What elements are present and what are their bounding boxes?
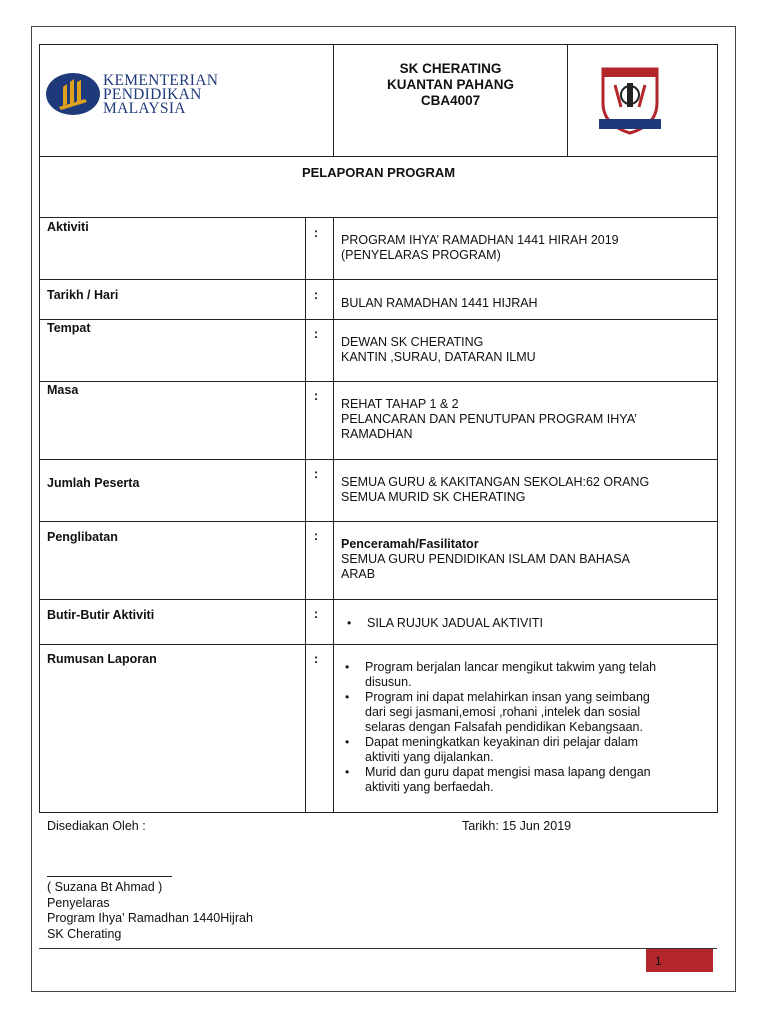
value-line: BULAN RAMADHAN 1441 HIJRAH bbox=[341, 296, 538, 310]
label-butir-aktiviti: Butir-Butir Aktiviti bbox=[40, 600, 306, 645]
colon: : bbox=[306, 600, 334, 645]
ministry-line-1: KEMENTERIAN bbox=[103, 72, 219, 89]
value-butir-aktiviti bbox=[334, 600, 718, 645]
row-rumusan-laporan bbox=[40, 645, 718, 813]
value-tarikh bbox=[334, 280, 718, 320]
header-row bbox=[40, 45, 718, 157]
signatory-program: Program Ihya’ Ramadhan 1440Hijrah bbox=[47, 911, 253, 925]
value-rumusan-laporan bbox=[334, 645, 718, 813]
signatory-name: ( Suzana Bt Ahmad ) bbox=[47, 880, 163, 894]
bullet-line: aktiviti yang dijalankan. bbox=[365, 750, 494, 764]
bullet-line: aktiviti yang berfaedah. bbox=[365, 780, 494, 794]
school-code: CBA4007 bbox=[420, 93, 481, 108]
row-jumlah-peserta bbox=[40, 460, 718, 522]
value-line: SEMUA MURID SK CHERATING bbox=[341, 490, 526, 504]
bullet-list bbox=[341, 616, 710, 631]
row-butir-aktiviti bbox=[40, 600, 718, 645]
page-number: 1 bbox=[646, 949, 713, 972]
colon: : bbox=[306, 522, 334, 600]
value-tempat bbox=[334, 320, 718, 382]
signatory-role: Penyelaras bbox=[47, 895, 110, 910]
bullet-line: • Dapat meningkatkan keyakinan diri pelajar dalam bbox=[365, 735, 639, 749]
value-line: DEWAN SK CHERATING bbox=[341, 335, 484, 349]
row-aktiviti bbox=[40, 218, 718, 280]
bullet-item bbox=[365, 690, 710, 735]
colon: : bbox=[306, 382, 334, 460]
value-line: (PENYELARAS PROGRAM) bbox=[341, 248, 501, 262]
bullet-item: • SILA RUJUK JADUAL AKTIVITI bbox=[367, 616, 710, 631]
value-penglibatan bbox=[334, 522, 718, 600]
value-line: ARAB bbox=[341, 567, 376, 581]
school-crest bbox=[597, 63, 663, 135]
school-name: SK CHERATING bbox=[399, 61, 502, 76]
row-tempat bbox=[40, 320, 718, 382]
bullet-line: • Program berjalan lancar mengikut takwim yang telah bbox=[365, 660, 657, 674]
value-line: SEMUA GURU PENDIDIKAN ISLAM DAN BAHASA bbox=[341, 552, 630, 566]
value-line: RAMADHAN bbox=[341, 427, 413, 441]
ministry-line-3: MALAYSIA bbox=[103, 100, 186, 117]
bullet-line: • Murid dan guru dapat mengisi masa lapang dengan bbox=[365, 765, 651, 779]
bullet-item bbox=[365, 735, 710, 765]
prepared-by-label: Disediakan Oleh : bbox=[47, 819, 146, 833]
value-line: PELANCARAN DAN PENUTUPAN PROGRAM IHYA’ bbox=[341, 412, 637, 426]
colon: : bbox=[306, 218, 334, 280]
bullet-line: • Program ini dapat melahirkan insan yang seimbang bbox=[365, 690, 650, 704]
label-aktiviti: Aktiviti bbox=[40, 218, 306, 280]
row-masa bbox=[40, 382, 718, 460]
school-crest-cell bbox=[568, 45, 718, 157]
colon: : bbox=[306, 645, 334, 813]
value-heading: Penceramah/Fasilitator bbox=[341, 537, 479, 551]
bullet-item bbox=[365, 660, 710, 690]
school-location: KUANTAN PAHANG bbox=[387, 77, 514, 92]
label-penglibatan: Penglibatan bbox=[40, 522, 306, 600]
report-title: PELAPORAN PROGRAM bbox=[40, 157, 718, 218]
colon: : bbox=[306, 460, 334, 522]
value-masa bbox=[334, 382, 718, 460]
value-line: SEMUA GURU & KAKITANGAN SEKOLAH:62 ORANG bbox=[341, 475, 650, 489]
signature-line bbox=[47, 876, 172, 877]
value-jumlah-peserta bbox=[334, 460, 718, 522]
bullet-line: disusun. bbox=[365, 675, 412, 689]
ministry-name bbox=[103, 74, 218, 116]
label-rumusan-laporan: Rumusan Laporan bbox=[40, 645, 306, 813]
bullet-item bbox=[365, 765, 710, 795]
label-jumlah-peserta: Jumlah Peserta bbox=[40, 460, 306, 522]
colon: : bbox=[306, 320, 334, 382]
value-aktiviti bbox=[334, 218, 718, 280]
value-line: REHAT TAHAP 1 & 2 bbox=[341, 397, 459, 411]
row-penglibatan bbox=[40, 522, 718, 600]
footer-rule bbox=[39, 948, 717, 949]
value-line: KANTIN ,SURAU, DATARAN ILMU bbox=[341, 350, 536, 364]
signatory-block bbox=[47, 880, 253, 942]
signatory-school: SK Cherating bbox=[47, 926, 122, 941]
bullet-list bbox=[341, 660, 710, 795]
report-date: Tarikh: 15 Jun 2019 bbox=[462, 819, 572, 833]
report-table bbox=[39, 44, 718, 813]
row-tarikh bbox=[40, 280, 718, 320]
label-tempat: Tempat bbox=[40, 320, 306, 382]
bullet-line: selaras dengan Falsafah pendidikan Kebangsaan. bbox=[365, 720, 643, 734]
school-info-cell bbox=[334, 45, 568, 157]
label-tarikh: Tarikh / Hari bbox=[40, 280, 306, 320]
ministry-logo-cell bbox=[40, 45, 334, 157]
colon: : bbox=[306, 280, 334, 320]
title-row bbox=[40, 157, 718, 218]
value-line: PROGRAM IHYA’ RAMADHAN 1441 HIRAH 2019 bbox=[341, 233, 619, 247]
label-masa: Masa bbox=[40, 382, 306, 460]
ministry-line-2: PENDIDIKAN bbox=[103, 86, 202, 103]
ministry-logo bbox=[45, 71, 101, 117]
bullet-line: dari segi jasmani,emosi ,rohani ,intelek dan sosial bbox=[365, 705, 641, 719]
